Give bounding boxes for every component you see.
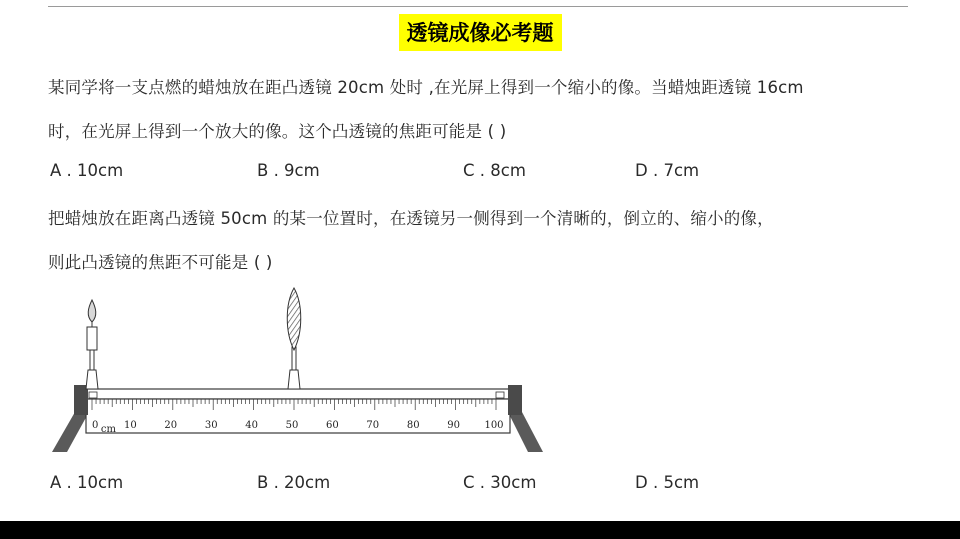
scale-label: 90 bbox=[447, 420, 460, 431]
question-2-option-a: A . 10cm bbox=[50, 473, 124, 492]
scale-label: 50 bbox=[285, 420, 299, 431]
convex-lens bbox=[287, 288, 301, 389]
scale-label: 40 bbox=[245, 420, 258, 431]
scale-label: 80 bbox=[406, 420, 420, 431]
question-2-option-d: D . 5cm bbox=[635, 473, 700, 492]
candle bbox=[86, 300, 98, 389]
question-1-line-1: 某同学将一支点燃的蜡烛放在距凸透镜 20cm 处时 ,在光屏上得到一个缩小的像。当蜡烛距透镜 16cm bbox=[48, 78, 804, 97]
right-leg bbox=[508, 412, 543, 452]
scale-label: 100 bbox=[484, 420, 504, 431]
question-1-option-a: A . 10cm bbox=[50, 161, 124, 180]
question-1-option-c: C . 8cm bbox=[463, 161, 526, 180]
left-leg bbox=[52, 412, 89, 452]
page-title: 透镜成像必考题 bbox=[399, 14, 562, 51]
question-2-option-c: C . 30cm bbox=[463, 473, 537, 492]
question-1-option-d: D . 7cm bbox=[635, 161, 700, 180]
question-2-line-1: 把蜡烛放在距离凸透镜 50cm 的某一位置时，在透镜另一侧得到一个清晰的，倒立的、缩小的像， bbox=[48, 209, 774, 228]
video-bottom-bar bbox=[0, 521, 960, 539]
bench-rail-top bbox=[86, 389, 510, 399]
scale-label: 0 bbox=[92, 420, 99, 431]
scale-label: 70 bbox=[366, 420, 380, 431]
question-1-option-b: B . 9cm bbox=[257, 161, 320, 180]
question-1-line-2: 时，在光屏上得到一个放大的像。这个凸透镜的焦距可能是 ( ) bbox=[48, 122, 507, 141]
scale-label: 30 bbox=[204, 420, 218, 431]
question-2-line-2: 则此凸透镜的焦距不可能是 ( ) bbox=[48, 253, 273, 272]
question-2-option-b: B . 20cm bbox=[257, 473, 331, 492]
scale-label: 20 bbox=[164, 420, 178, 431]
scale-label: 10 bbox=[124, 420, 137, 431]
scale-label: 60 bbox=[326, 420, 339, 431]
scale-unit-label: cm bbox=[100, 424, 116, 435]
right-end-block bbox=[508, 385, 522, 415]
